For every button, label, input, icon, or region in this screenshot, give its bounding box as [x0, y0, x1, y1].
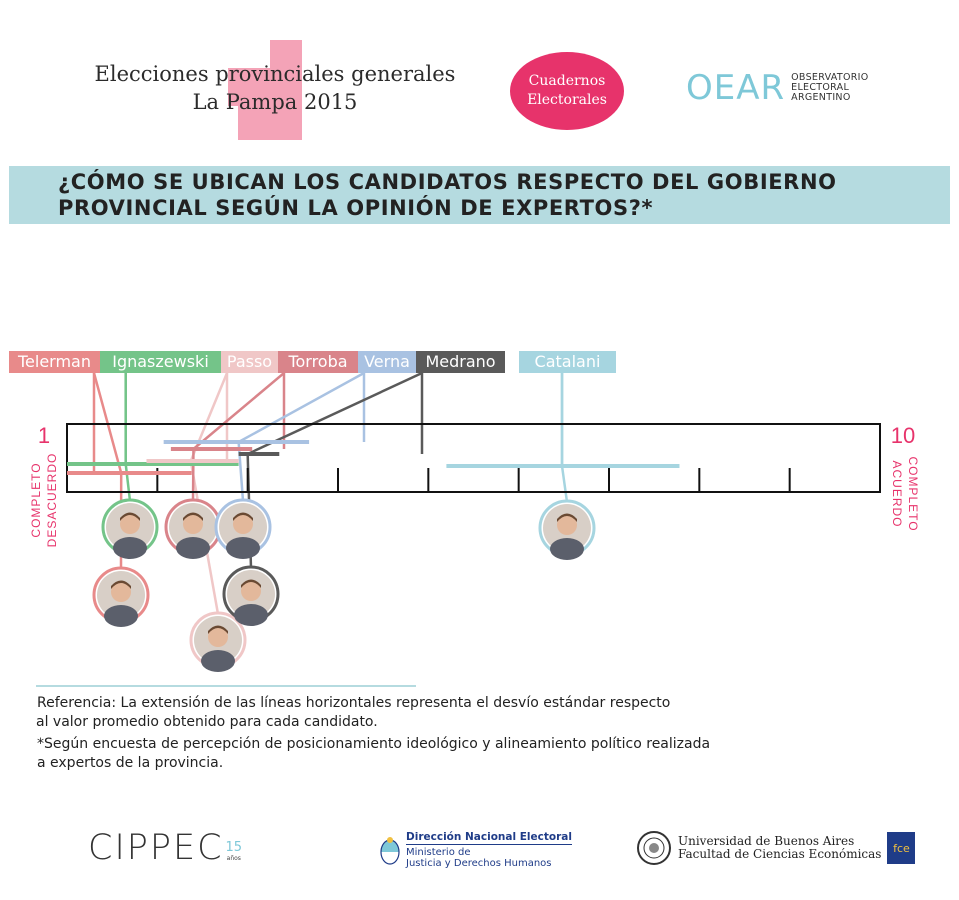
candidate-label-ignaszewski: Ignaszewski: [100, 351, 221, 373]
footnote-line-2: a expertos de la provincia.: [37, 755, 224, 771]
avatar-body-catalani: [550, 538, 584, 560]
dne-line-2: Ministerio de: [406, 847, 471, 858]
oear-line-1: OBSERVATORIO: [791, 72, 869, 83]
fce-badge: fce: [887, 832, 915, 864]
avatar-telerman: [94, 568, 148, 627]
candidate-label-passo: Passo: [221, 351, 278, 373]
tick-layer: [157, 468, 789, 492]
avatar-body-verna: [226, 537, 260, 559]
reference-divider: [36, 685, 416, 687]
cippec-years: 15: [225, 840, 243, 855]
scale-min-text-2: DESACUERDO: [45, 452, 59, 548]
dne-logo: [380, 832, 572, 869]
avatar-torroba: [166, 500, 220, 559]
connector-medrano: [248, 373, 422, 568]
avatar-ignaszewski: [103, 500, 157, 559]
avatar-body-torroba: [176, 537, 210, 559]
avatar-catalani: [540, 501, 594, 560]
uba-text: [678, 835, 881, 861]
reference-line-2: al valor promedio obtenido para cada candidato.: [36, 714, 378, 730]
uba-fce-logo: [636, 830, 915, 866]
cippec-years-label: años: [226, 855, 241, 862]
avatar-verna: [216, 500, 270, 559]
dne-line-3: Justicia y Derechos Humanos: [406, 858, 552, 869]
avatar-body-passo: [201, 650, 235, 672]
dne-text: [406, 832, 572, 869]
candidate-label-medrano: Medrano: [416, 351, 505, 373]
uba-seal-icon: [636, 830, 672, 866]
connector-torroba: [193, 373, 284, 501]
badge-line-1: Cuadernos: [528, 73, 606, 89]
title-line-1: Elecciones provinciales generales: [94, 62, 456, 86]
footnote: [37, 735, 710, 773]
oear-line-3: ARGENTINO: [791, 92, 851, 103]
oear-line-2: ELECTORAL: [791, 82, 850, 93]
connector-verna: [239, 373, 364, 501]
connector-passo: [191, 373, 227, 614]
candidate-label-catalani: Catalani: [519, 351, 616, 373]
deviation-bar-layer: [67, 442, 679, 473]
candidate-label-telerman: Telerman: [9, 351, 100, 373]
avatar-body-ignaszewski: [113, 537, 147, 559]
scale-max-text-2: ACUERDO: [890, 460, 904, 528]
title-line-2: La Pampa 2015: [192, 90, 358, 114]
avatar-body-telerman: [104, 605, 138, 627]
avatar-layer: [94, 500, 594, 672]
scale-max-text-1: COMPLETO: [906, 456, 920, 532]
page-title: [80, 60, 470, 116]
uba-line-2: Facultad de Ciencias Económicas: [678, 847, 882, 861]
avatar-body-medrano: [234, 604, 268, 626]
badge-line-2: Electorales: [527, 92, 607, 108]
cippec-anniversary-badge: [226, 840, 243, 862]
reference-line-1: Referencia: La extensión de las líneas horizontales representa el desvío estándar respecto: [37, 695, 671, 711]
oear-mark: OEAR: [686, 68, 786, 108]
scale-box: [67, 424, 880, 492]
uba-line-1: Universidad de Buenos Aires: [678, 834, 855, 848]
footnote-line-1: *Según encuesta de percepción de posicionamiento ideológico y alineamiento político realizada: [37, 736, 711, 752]
cippec-logo: [88, 828, 242, 868]
question-line-2: PROVINCIAL SEGÚN LA OPINIÓN DE EXPERTOS?*: [58, 196, 654, 220]
dne-line-1: Dirección Nacional Electoral: [406, 831, 572, 843]
scale-max-label: 10: [890, 423, 916, 448]
cippec-wordmark: CIPPEC: [88, 828, 224, 868]
connector-layer: [94, 373, 567, 614]
argentina-shield-icon: [380, 836, 400, 866]
candidate-label-torroba: Torroba: [278, 351, 358, 373]
avatar-passo: [191, 613, 245, 672]
question-line-1: ¿CÓMO SE UBICAN LOS CANDIDATOS RESPECTO DEL GOBIERNO: [58, 170, 837, 194]
scale-min-label: 1: [37, 423, 51, 448]
scale-min-text-1: COMPLETO: [29, 462, 43, 538]
reference-note: [37, 694, 670, 732]
candidate-label-verna: Verna: [358, 351, 416, 373]
